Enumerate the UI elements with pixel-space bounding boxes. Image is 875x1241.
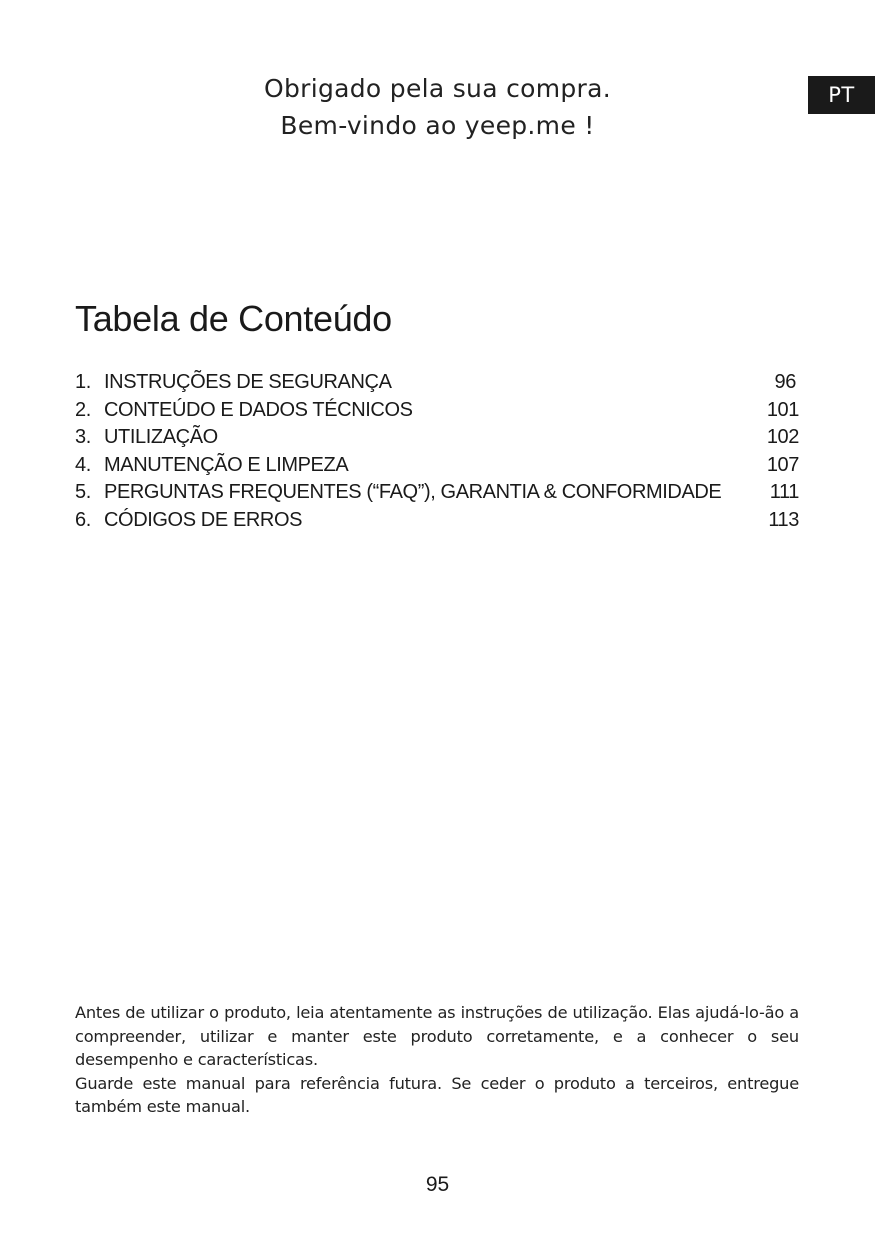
toc-item (75, 452, 799, 480)
toc-item-page: 113 (768, 508, 799, 531)
toc-item-label: CONTEÚDO E DADOS TÉCNICOS (104, 398, 413, 421)
toc-item (75, 397, 799, 425)
toc-item-page: 102 (766, 426, 799, 449)
toc-item-page: 107 (766, 453, 799, 476)
toc-item-label: PERGUNTAS FREQUENTES (“FAQ”), GARANTIA & CONFORMIDADE (104, 481, 722, 504)
toc-item-label: UTILIZAÇÃO (104, 426, 218, 449)
intro-paragraph-1: Antes de utilizar o produto, leia atentamente as instruções de utilização. Elas ajudá-lo-ão a compreender, utilizar e manter este produto corretamente, e a conhecer o seu desempenho e características. (75, 1003, 799, 1069)
toc-item-number: 4. (75, 453, 91, 476)
welcome-line-1: Obrigado pela sua compra. (264, 74, 611, 103)
toc-item-number: 5. (75, 481, 91, 504)
toc-item-page: 96 (774, 371, 796, 394)
toc-item-page: 101 (766, 398, 799, 421)
toc-title: Tabela de Conteúdo (75, 298, 392, 339)
toc-item-number: 6. (75, 508, 91, 531)
toc-item-label: CÓDIGOS DE ERROS (104, 508, 303, 531)
welcome-line-2: Bem-vindo ao yeep.me ! (280, 111, 595, 140)
toc-item (75, 424, 799, 452)
page-number: 95 (425, 1173, 450, 1196)
table-of-contents (75, 369, 799, 534)
toc-item-page: 111 (769, 481, 799, 504)
language-tab: PT (808, 76, 875, 114)
toc-item-number: 3. (75, 426, 91, 449)
toc-item-label: MANUTENÇÃO E LIMPEZA (104, 453, 349, 476)
toc-item (75, 479, 799, 507)
intro-text (75, 1001, 799, 1119)
toc-item-number: 2. (75, 398, 91, 421)
intro-paragraph-2: Guarde este manual para referência futura. Se ceder o produto a terceiros, entregue também este manual. (75, 1073, 799, 1116)
toc-item-label: INSTRUÇÕES DE SEGURANÇA (104, 371, 392, 394)
toc-item (75, 369, 799, 397)
toc-item (75, 507, 799, 535)
toc-item-number: 1. (75, 371, 91, 394)
